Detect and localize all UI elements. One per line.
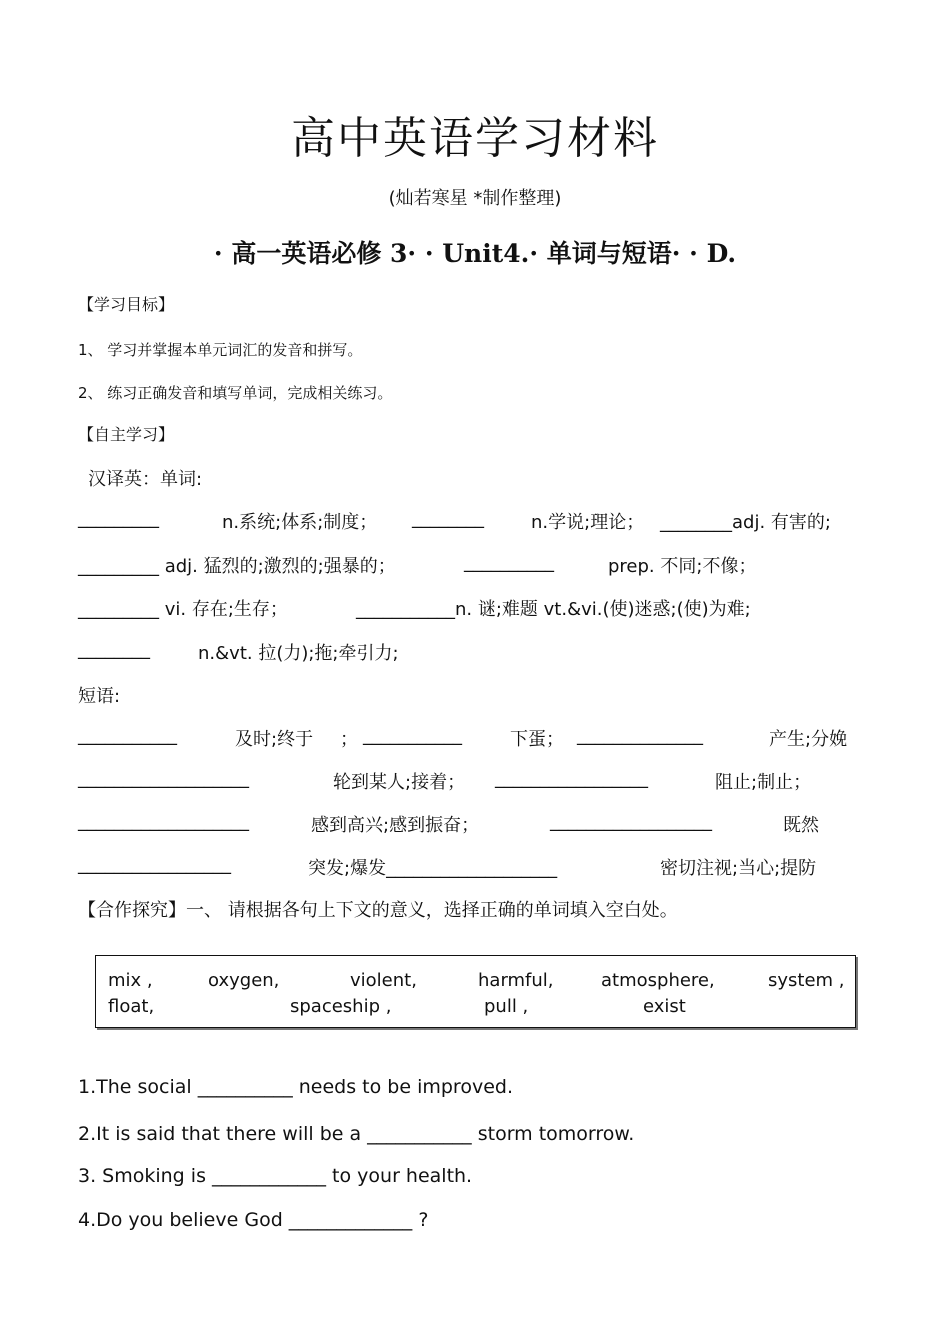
question-1: 1.The social __________ needs to be improved. <box>78 1076 513 1098</box>
word-bank-item: exist <box>643 996 686 1017</box>
word-bank-box <box>95 955 856 1028</box>
question-3: 3. Smoking is ____________ to your health. <box>78 1165 473 1187</box>
vocab-blank: _________ <box>78 508 159 529</box>
word-bank-item: violent, <box>350 970 417 991</box>
phrase-meaning: 轮到某人;接着； <box>333 772 466 793</box>
phrase-meaning: 阻止;制止； <box>715 772 812 793</box>
word-bank-item: atmosphere, <box>601 970 715 991</box>
phrase-meaning: 产生;分娩 <box>769 729 848 750</box>
question-2: 2.It is said that there will be a ___________ storm tomorrow. <box>78 1123 635 1145</box>
phrase-separator: ； <box>340 729 358 750</box>
phrase-blank: ______________ <box>577 725 703 746</box>
question-4: 4.Do you believe God _____________ ? <box>78 1209 429 1231</box>
phrase-meaning: 下蛋； <box>510 729 564 750</box>
lesson-heading: · 高一英语必修 3· · Unit4.· 单词与短语· · D. <box>213 239 737 268</box>
objectives-label: 【学习目标】 <box>78 295 175 314</box>
objective-item: 2、 练习正确发音和填写单词，完成相关练习。 <box>78 384 393 402</box>
phrase-meaning: 突发;爆发___________________ <box>308 858 558 879</box>
cooperate-label: 【合作探究】一、 请根据各句上下文的意义，选择正确的单词填入空白处。 <box>78 900 678 921</box>
phrase-label: 短语: <box>78 686 121 707</box>
vocab-blank: ________ <box>412 508 484 529</box>
objective-item: 1、 学习并掌握本单元词汇的发音和拼写。 <box>78 341 363 359</box>
phrase-meaning: 感到高兴;感到振奋； <box>311 815 480 836</box>
vocab-blank-meaning: _________ vi. 存在;生存； <box>78 599 288 620</box>
phrase-blank: ___________ <box>363 725 462 746</box>
vocab-meaning: prep. 不同;不像； <box>608 556 757 577</box>
vocab-meaning: n.&vt. 拉(力);拖;牵引力; <box>198 643 399 664</box>
word-bank-item: float, <box>108 996 155 1017</box>
translation-intro: 汉译英：单词: <box>88 469 203 490</box>
page-title: 高中英语学习材料 <box>291 113 659 164</box>
word-bank-item: mix , <box>108 970 153 991</box>
vocab-blank-meaning: _________ adj. 猛烈的;激烈的;强暴的； <box>78 556 396 577</box>
page-subtitle: (灿若寒星 *制作整理) <box>388 188 562 209</box>
phrase-meaning: 及时;终于 <box>235 729 314 750</box>
word-bank-item: spaceship , <box>290 996 392 1017</box>
phrase-meaning: 既然 <box>783 815 819 836</box>
phrase-blank: _________________ <box>78 854 231 875</box>
phrase-blank: ___________________ <box>78 811 249 832</box>
self-study-label: 【自主学习】 <box>78 425 175 444</box>
phrase-blank: ___________ <box>78 725 177 746</box>
vocab-blank-meaning: ___________n. 谜;难题 vt.&vi.(使)迷惑;(使)为难; <box>356 599 751 620</box>
phrase-blank: ___________________ <box>78 768 249 789</box>
vocab-blank: ________ <box>78 639 150 660</box>
phrase-meaning: 密切注视;当心;提防 <box>660 858 817 879</box>
phrase-blank: _________________ <box>495 768 648 789</box>
vocab-blank-meaning: ________adj. 有害的; <box>660 512 831 533</box>
vocab-blank: __________ <box>464 552 554 573</box>
word-bank-item: harmful, <box>478 970 554 991</box>
word-bank-item: system , <box>768 970 845 991</box>
phrase-blank: __________________ <box>550 811 712 832</box>
word-bank-item: pull , <box>484 996 529 1017</box>
vocab-meaning: n.系统;体系;制度； <box>222 512 378 533</box>
vocab-meaning: n.学说;理论； <box>531 512 645 533</box>
word-bank-item: oxygen, <box>208 970 280 991</box>
